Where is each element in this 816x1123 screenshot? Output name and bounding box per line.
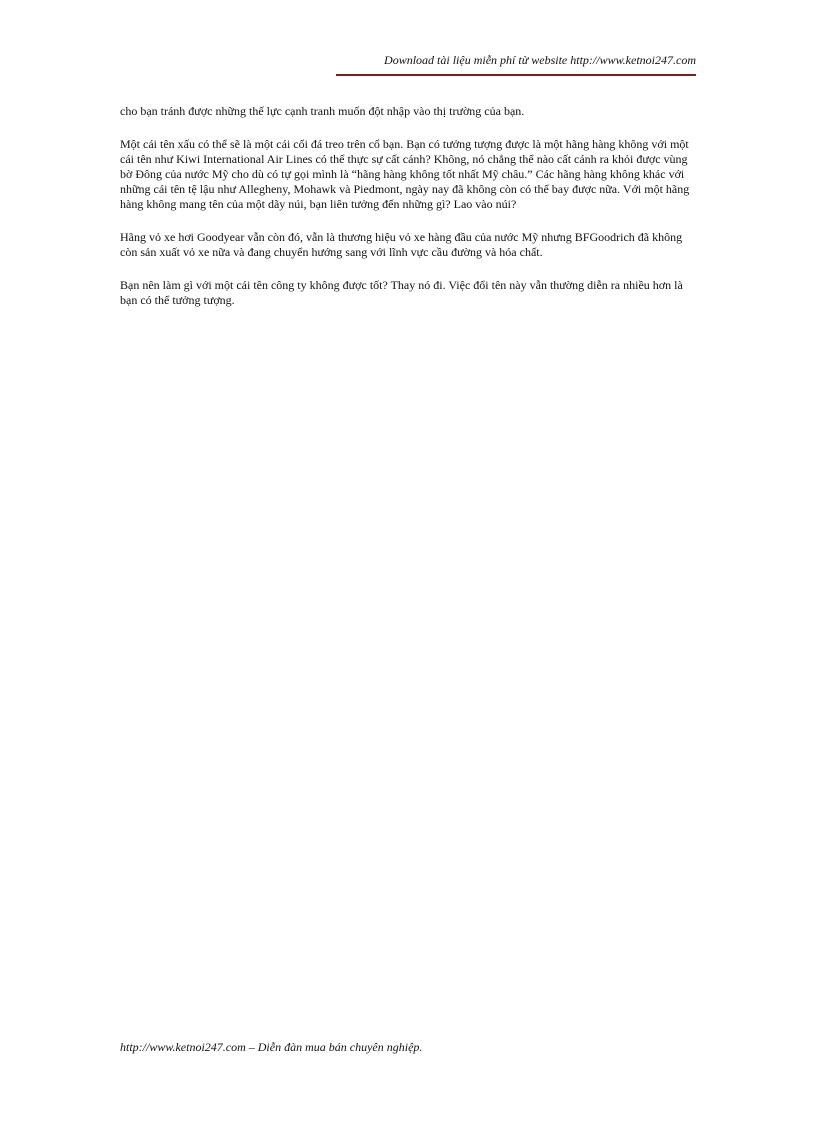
- page-header: Download tài liệu miễn phí từ website http://www.ketnoi247.com: [384, 53, 696, 67]
- paragraph: cho bạn tránh được những thế lực cạnh tranh muốn đột nhập vào thị trường của bạn.: [120, 104, 525, 118]
- paragraph: Bạn nên làm gì với một cái tên công ty không được tốt? Thay nó đi. Việc đổi tên này vẫn thường diễn ra nhiều hơn là bạn có thể tưởng tượng.: [120, 278, 683, 307]
- paragraph: Hãng vỏ xe hơi Goodyear vẫn còn đó, vẫn là thương hiệu vỏ xe hàng đầu của nước Mỹ nhưng BFGoodrich đã không còn sản xuất vỏ xe nữa và đang chuyển hướng sang với lĩnh vực cầu đường và hóa chất.: [120, 230, 683, 259]
- paragraph: Một cái tên xấu có thể sẽ là một cái cối đá treo trên cổ bạn. Bạn có tưởng tượng được là một hãng hàng không với một cái tên như Kiwi International Air Lines có thể thực sự cất cánh? Không, nó chẳng thể nào cất cánh ra khỏi được vùng bờ Đông của nước Mỹ cho dù có tự gọi mình là “hãng hàng không tốt nhất Mỹ châu.” Các hãng hàng không khác với những cái tên tệ lậu như Allegheny, Mohawk và Piedmont, ngày nay đã không còn có thể bay được nữa. Với một hãng hàng không mang tên của một dãy núi, bạn liên tưởng đến những gì? Lao vào núi?: [120, 137, 690, 211]
- document-body: [120, 104, 700, 326]
- page-footer: http://www.ketnoi247.com – Diễn đàn mua bán chuyên nghiệp.: [120, 1040, 423, 1054]
- header-divider: [336, 74, 696, 76]
